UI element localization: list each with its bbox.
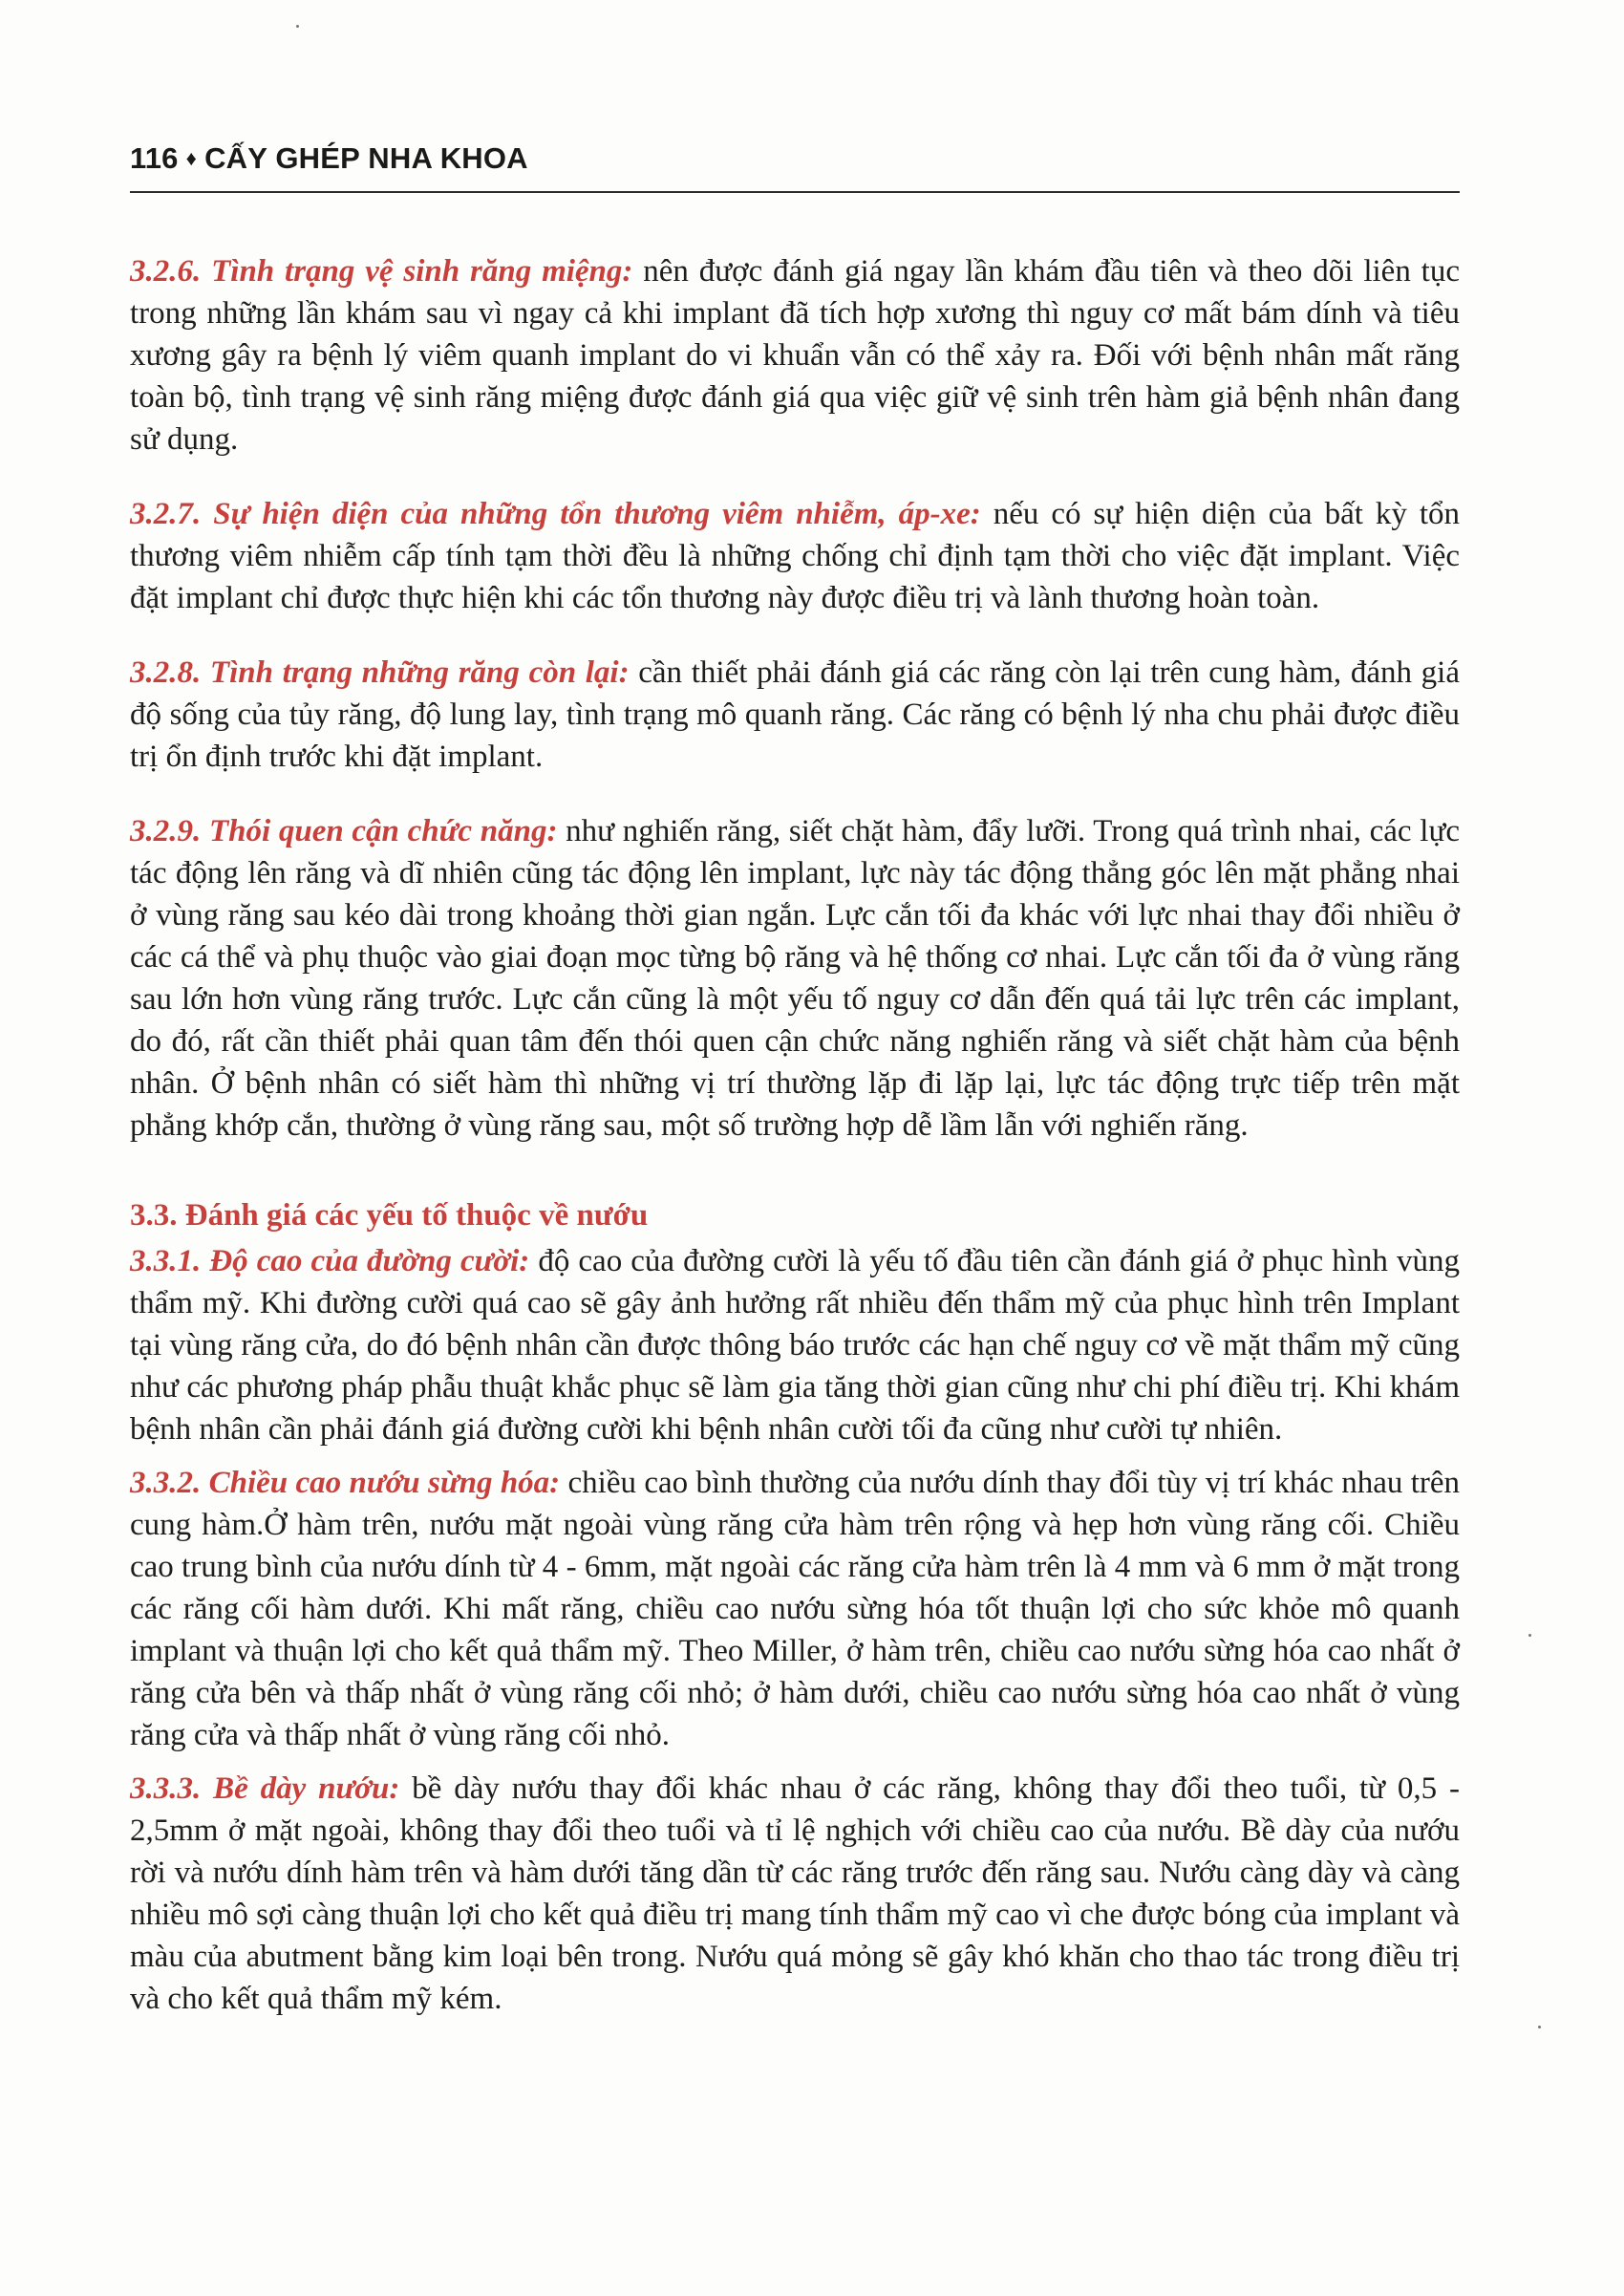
paragraph-3-2-8 (130, 652, 1460, 778)
book-title: CẤY GHÉP NHA KHOA (204, 141, 528, 175)
paragraph-3-3-2 (130, 1462, 1460, 1756)
paragraph-3-3-3 (130, 1768, 1460, 2020)
body-text-3-2-7: nếu có sự hiện diện của bất kỳ tổn thương viêm nhiễm cấp tính tạm thời đều là những chống chỉ định tạm thời cho việc đặt implant. Việc đặt implant chỉ được thực hiện khi các tổn thương này được điều trị và lành thương hoàn toàn. (130, 497, 1461, 615)
scan-speck (296, 25, 299, 28)
running-header (130, 141, 1460, 191)
body-text-3-3-2: chiều cao bình thường của nướu dính thay đổi tùy vị trí khác nhau trên cung hàm.Ở hàm trên, nướu mặt ngoài vùng răng cửa hàm trên rộng và hẹp hơn vùng răng cối. Chiều cao trung bình của nướu dính từ 4 - 6mm, mặt ngoài các răng cửa hàm trên là 4 mm và 6 mm ở mặt trong các răng cối hàm dưới. Khi mất răng, chiều cao nướu sừng hóa tốt thuận lợi cho sức khỏe mô quanh implant và thuận lợi cho kết quả thẩm mỹ. Theo Miller, ở hàm trên, chiều cao nướu sừng hóa cao nhất ở răng cửa bên và thấp nhất ở vùng răng cối nhỏ; ở hàm dưới, chiều cao nướu sừng hóa cao nhất ở vùng răng cửa và thấp nhất ở vùng răng cối nhỏ. (130, 1466, 1460, 1752)
paragraph-3-2-6 (130, 250, 1460, 461)
body-text-3-2-8: cần thiết phải đánh giá các răng còn lại trên cung hàm, đánh giá độ sống của tủy răng, độ lung lay, tình trạng mô quanh răng. Các răng có bệnh lý nha chu phải được điều trị ổn định trước khi đặt implant. (130, 655, 1460, 774)
subheading-3-2-9: 3.2.9. Thói quen cận chức năng: (130, 814, 558, 848)
body-text-3-2-6: nên được đánh giá ngay lần khám đầu tiên và theo dõi liên tục trong những lần khám sau vì ngay cả khi implant đã tích hợp xương thì nguy cơ mất bám dính và tiêu xương gây ra bệnh lý viêm quanh implant do vi khuẩn vẫn có thể xảy ra. Đối với bệnh nhân mất răng toàn bộ, tình trạng vệ sinh răng miệng được đánh giá qua việc giữ vệ sinh trên hàm giả bệnh nhân đang sử dụng. (130, 254, 1461, 457)
scan-speck (1538, 2026, 1541, 2028)
section-title-3-3: 3.3. Đánh giá các yếu tố thuộc về nướu (130, 1198, 649, 1233)
subheading-3-3-3: 3.3.3. Bề dày nướu: (130, 1771, 400, 1806)
subheading-3-2-6: 3.2.6. Tình trạng vệ sinh răng miệng: (130, 254, 633, 289)
subheading-3-2-8: 3.2.8. Tình trạng những răng còn lại: (130, 655, 630, 690)
body-text-3-2-9: như nghiến răng, siết chặt hàm, đẩy lưỡi. Trong quá trình nhai, các lực tác động lên răng và dĩ nhiên cũng tác động lên implant, lực này tác động thẳng góc lên mặt phẳng nhai ở vùng răng sau kéo dài trong khoảng thời gian ngắn. Lực cắn tối đa khác với lực nhai thay đổi nhiều ở các cá thể và phụ thuộc vào giai đoạn mọc từng bộ răng và hệ thống cơ nhai. Lực cắn tối đa ở vùng răng sau lớn hơn vùng răng trước. Lực cắn cũng là một yếu tố nguy cơ dẫn đến quá tải lực trên các implant, do đó, rất cần thiết phải quan tâm đến thói quen cận chức năng nghiến răng và siết chặt hàm của bệnh nhân. Ở bệnh nhân có siết hàm thì những vị trí thường lặp đi lặp lại, lực tác động trực tiếp trên mặt phẳng khớp cắn, thường ở vùng răng sau, một số trường hợp dễ lầm lẫn với nghiến răng. (130, 814, 1460, 1143)
diamond-separator-icon: ♦ (185, 146, 198, 170)
body-text-3-3-3: bề dày nướu thay đổi khác nhau ở các răng, không thay đổi theo tuổi, từ 0,5 - 2,5mm ở mặt ngoài, không thay đổi theo tuổi và tỉ lệ nghịch với chiều cao của nướu. Bề dày của nướu rời và nướu dính hàm trên và hàm dưới tăng dần từ các răng trước đến răng sau. Nướu càng dày và càng nhiều mô sợi càng thuận lợi cho kết quả điều trị mang tính thẩm mỹ cao vì che được bóng của implant và màu của abutment bằng kim loại bên trong. Nướu quá mỏng sẽ gây khó khăn cho thao tác trong điều trị và cho kết quả thẩm mỹ kém. (130, 1771, 1460, 2016)
paragraph-3-2-9 (130, 810, 1460, 1147)
subheading-3-3-2: 3.3.2. Chiều cao nướu sừng hóa: (130, 1466, 561, 1500)
subheading-3-2-7: 3.2.7. Sự hiện diện của những tổn thương viêm nhiễm, áp-xe: (130, 497, 981, 531)
header-divider (130, 191, 1460, 193)
body-text-3-3-1: độ cao của đường cười là yếu tố đầu tiên cần đánh giá ở phục hình vùng thẩm mỹ. Khi đường cười quá cao sẽ gây ảnh hưởng rất nhiều đến thẩm mỹ của phục hình trên Implant tại vùng răng cửa, do đó bệnh nhân cần được thông báo trước các hạn chế nguy cơ về mặt thẩm mỹ cũng như các phương pháp phẫu thuật khắc phục sẽ làm gia tăng thời gian cũng như chi phí điều trị. Khi khám bệnh nhân cần phải đánh giá đường cười khi bệnh nhân cười tối đa cũng như cười tự nhiên. (130, 1244, 1460, 1447)
page-number: 116 (130, 141, 179, 175)
scan-speck (1528, 1634, 1531, 1637)
page-body (130, 250, 1460, 2020)
paragraph-3-2-7 (130, 493, 1460, 619)
paragraph-3-3-1 (130, 1240, 1460, 1450)
subheading-3-3-1: 3.3.1. Độ cao của đường cười: (130, 1244, 530, 1278)
